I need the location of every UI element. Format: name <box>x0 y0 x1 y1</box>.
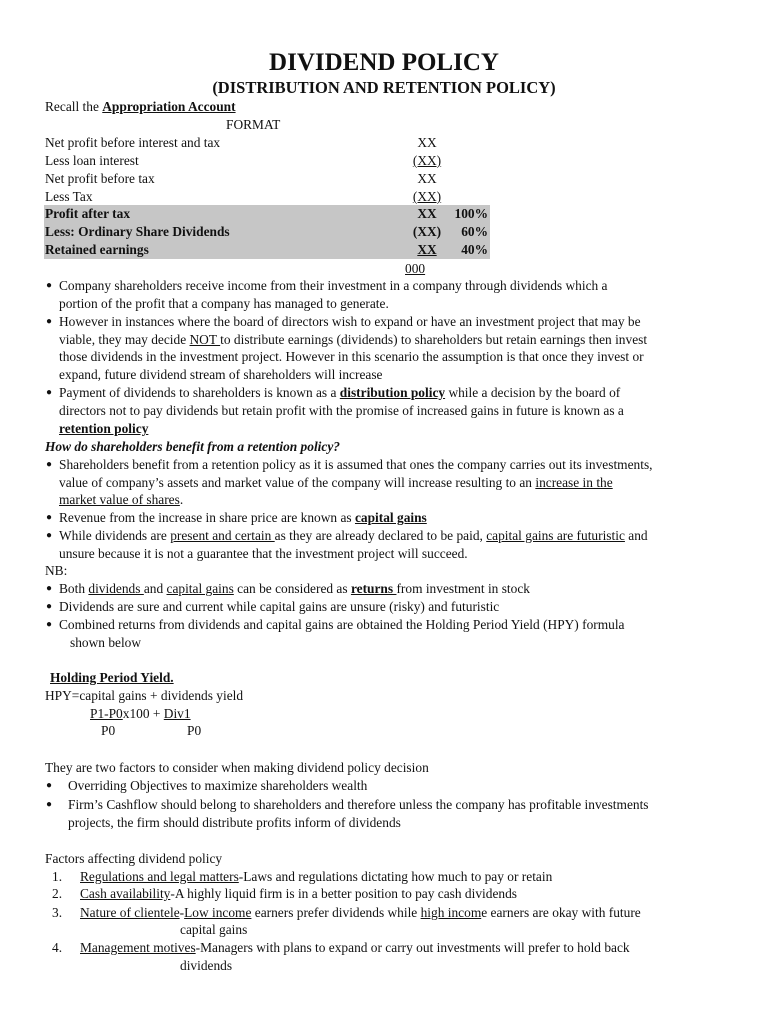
table-row: Less loan interest (XX) <box>45 153 442 168</box>
list-item: Cash availability-A highly liquid firm is in a better position to pay cash dividends <box>80 886 518 901</box>
page-title: DIVIDEND POLICY <box>269 49 499 76</box>
bullet-icon: ● <box>46 512 53 523</box>
bullet-icon: ● <box>46 780 53 791</box>
text-line: those dividends in the investment project. However in this scenario the assumption is that once they invest or <box>59 349 644 364</box>
hpy-fraction: P1-P0x100 + Div1 <box>90 706 191 721</box>
list-item: Nature of clientele-Low income earners prefer dividends while high income earners are okay with future <box>80 905 641 920</box>
nb-label: NB: <box>45 563 68 578</box>
table-total: 000 <box>405 261 426 276</box>
text-line: unsure because it is not a guarantee that the investment project will succeed. <box>59 546 468 561</box>
text-line: projects, the firm should distribute profits inform of dividends <box>68 815 401 830</box>
factors-intro: They are two factors to consider when making dividend policy decision <box>45 760 429 775</box>
text-line: expand, future dividend stream of shareholders will increase <box>59 367 383 382</box>
table-row-highlight: Less: Ordinary Share Dividends (XX) 60% <box>45 224 488 239</box>
text-line: capital gains <box>180 922 248 937</box>
text-line: portion of the profit that a company has managed to generate. <box>59 296 389 311</box>
recall-line: Recall the Appropriation Account <box>45 99 236 114</box>
table-row: Net profit before interest and tax XX <box>45 135 437 150</box>
list-item: Management motives-Managers with plans to expand or carry out investments will prefer to hold back <box>80 940 630 955</box>
bullet-icon: ● <box>46 316 53 327</box>
hpy-denominator: P0 <box>187 723 202 738</box>
bullet-icon: ● <box>46 530 53 541</box>
text-line: value of company’s assets and market value of the company will increase resulting to an increase in the <box>59 475 613 490</box>
list-item: Regulations and legal matters-Laws and regulations dictating how much to pay or retain <box>80 869 553 884</box>
bullet-icon: ● <box>46 799 53 810</box>
bullet-icon: ● <box>46 601 53 612</box>
text-line: dividends <box>180 958 233 973</box>
text-line: viable, they may decide NOT to distribute earnings (dividends) to shareholders but retain earnings then invest <box>59 332 648 347</box>
table-row-highlight: Retained earnings XX 40% <box>45 242 488 257</box>
table-row: Less Tax (XX) <box>45 189 442 204</box>
question-heading: How do shareholders benefit from a retention policy? <box>45 439 340 454</box>
bullet-icon: ● <box>46 459 53 470</box>
text-line: market value of shares. <box>59 492 184 507</box>
bullet-icon: ● <box>46 619 53 630</box>
document-page: DIVIDEND POLICY (DISTRIBUTION AND RETENTION POLICY) Recall the Appropriation Account FORMAT Net profit before interest and tax XX Less loan interest (XX) Net profit before tax XX Less Tax (XX) Profit after tax XX 100% Less: Ordinary Share Dividends (XX) 60% Retained earnings XX 40% 000 ● Company shareholders receive income from their investment in a company through dividends which a portion of the profit that a company has managed to generate. ● However in instances where the board of directors wish to expand or have an investment project that may be viable, they may decide NOT to distribute earnings (dividends) to shareholders but retain earnings then invest those dividends in the investment project. However in this scenario the assumption is that once they invest or expand, future dividend stream of shareholders will increase ● Payment of dividends to shareholders is known as a distribution policy while a decision by the board of directors not to pay dividends but retain profit with the promise of increased gains in future is known as a retention policy How do shareholders benefit from a retention policy? ● Shareholders benefit from a retention policy as it is assumed that ones the company carries out its investments, value of company’s assets and market value of the company will increase resulting to an increase in the market value of shares. ● Revenue from the increase in share price are known as capital gains ● While dividends are present and certain as they are already declared to be paid, capital gains are futuristic and unsure because it is not a guarantee that the investment project will succeed. NB: ● Both dividends and capital gains can be considered as returns from investment in stock ● Dividends are sure and current while capital gains are unsure (risky) and futuristic ● Combined returns from dividends and capital gains are obtained the Holding Period Yield (HPY) formula shown below Holding Period Yield. HPY=capital gains + dividends yield P1-P0x100 + Div1 P0 P0 They are two factors to consider when making dividend policy decision ● Overriding Objectives to maximize shareholders wealth ● Firm’s Cashflow should belong to shareholders and therefore unless the company has profitable investments projects, the firm should distribute profits inform of dividends Factors affecting dividend policy 1. Regulations and legal matters-Laws and regulations dictating how much to pay or retain 2. Cash availability-A highly liquid firm is in a better position to pay cash dividends 3. Nature of clientele-Low income earners prefer dividends while high income earners are okay with future capital gains 4. Management motives-Managers with plans to expand or carry out investments will prefer to hold back dividends <box>0 0 768 1024</box>
table-row-highlight: Profit after tax XX 100% <box>45 206 488 221</box>
format-label: FORMAT <box>226 117 281 132</box>
factors-affecting-heading: Factors affecting dividend policy <box>45 851 223 866</box>
text-line: directors not to pay dividends but retain profit with the promise of increased gains in future is known as a <box>59 403 624 418</box>
hpy-denominator: P0 <box>101 723 116 738</box>
bullet-icon: ● <box>46 387 53 398</box>
table-row: Net profit before tax XX <box>45 171 437 186</box>
appropriation-account-text: Appropriation Account <box>102 99 236 114</box>
hpy-formula: HPY=capital gains + dividends yield <box>45 688 244 703</box>
text-line: retention policy <box>59 421 149 436</box>
hpy-heading: Holding Period Yield. <box>50 670 174 685</box>
bullet-icon: ● <box>46 280 53 291</box>
page-subtitle: (DISTRIBUTION AND RETENTION POLICY) <box>212 78 556 97</box>
bullet-icon: ● <box>46 583 53 594</box>
text-line: shown below <box>70 635 142 650</box>
